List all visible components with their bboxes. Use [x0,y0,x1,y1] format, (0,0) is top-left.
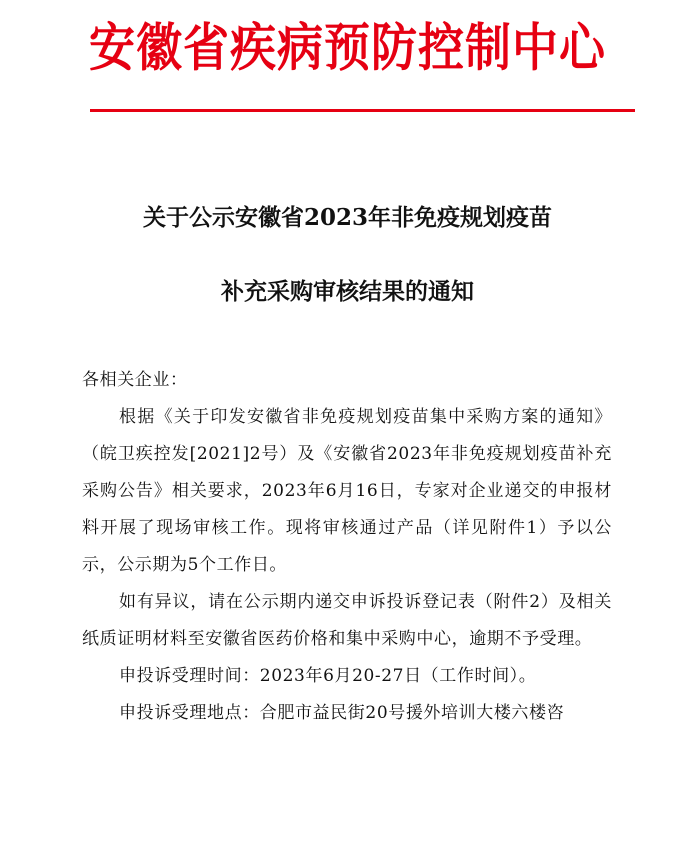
salutation: 各相关企业： [82,370,188,390]
masthead-divider [90,109,635,112]
document-title-line-2: 补充采购审核结果的通知 [221,278,474,305]
body-paragraph-objection: 如有异议，请在公示期内递交申诉投诉登记表（附件2）及相关纸质证明材料至安徽省医药价格和集中采购中心，逾期不予受理。 [82,592,612,649]
body-paragraph-basis: 根据《关于印发安徽省非免疫规划疫苗集中采购方案的通知》（皖卫疾控发[2021]2号）及《安徽省2023年非免疫规划疫苗补充采购公告》相关要求，2023年6月16日，专家对企业递交的申报材料开展了现场审核工作。现将审核通过产品（详见附件1）予以公示，公示期为5个工作日。 [82,407,612,575]
document-title-line-1: 关于公示安徽省2023年非免疫规划疫苗 [142,204,552,231]
body-paragraph-complaint-time: 申投诉受理时间：2023年6月20-27日（工作时间）。 [119,666,537,686]
masthead-org-name: 安徽省疾病预防控制中心 [89,17,606,78]
body-paragraph-complaint-location: 申投诉受理地点：合肥市益民街20号援外培训大楼六楼咨 [119,703,565,723]
document-body [82,362,612,732]
